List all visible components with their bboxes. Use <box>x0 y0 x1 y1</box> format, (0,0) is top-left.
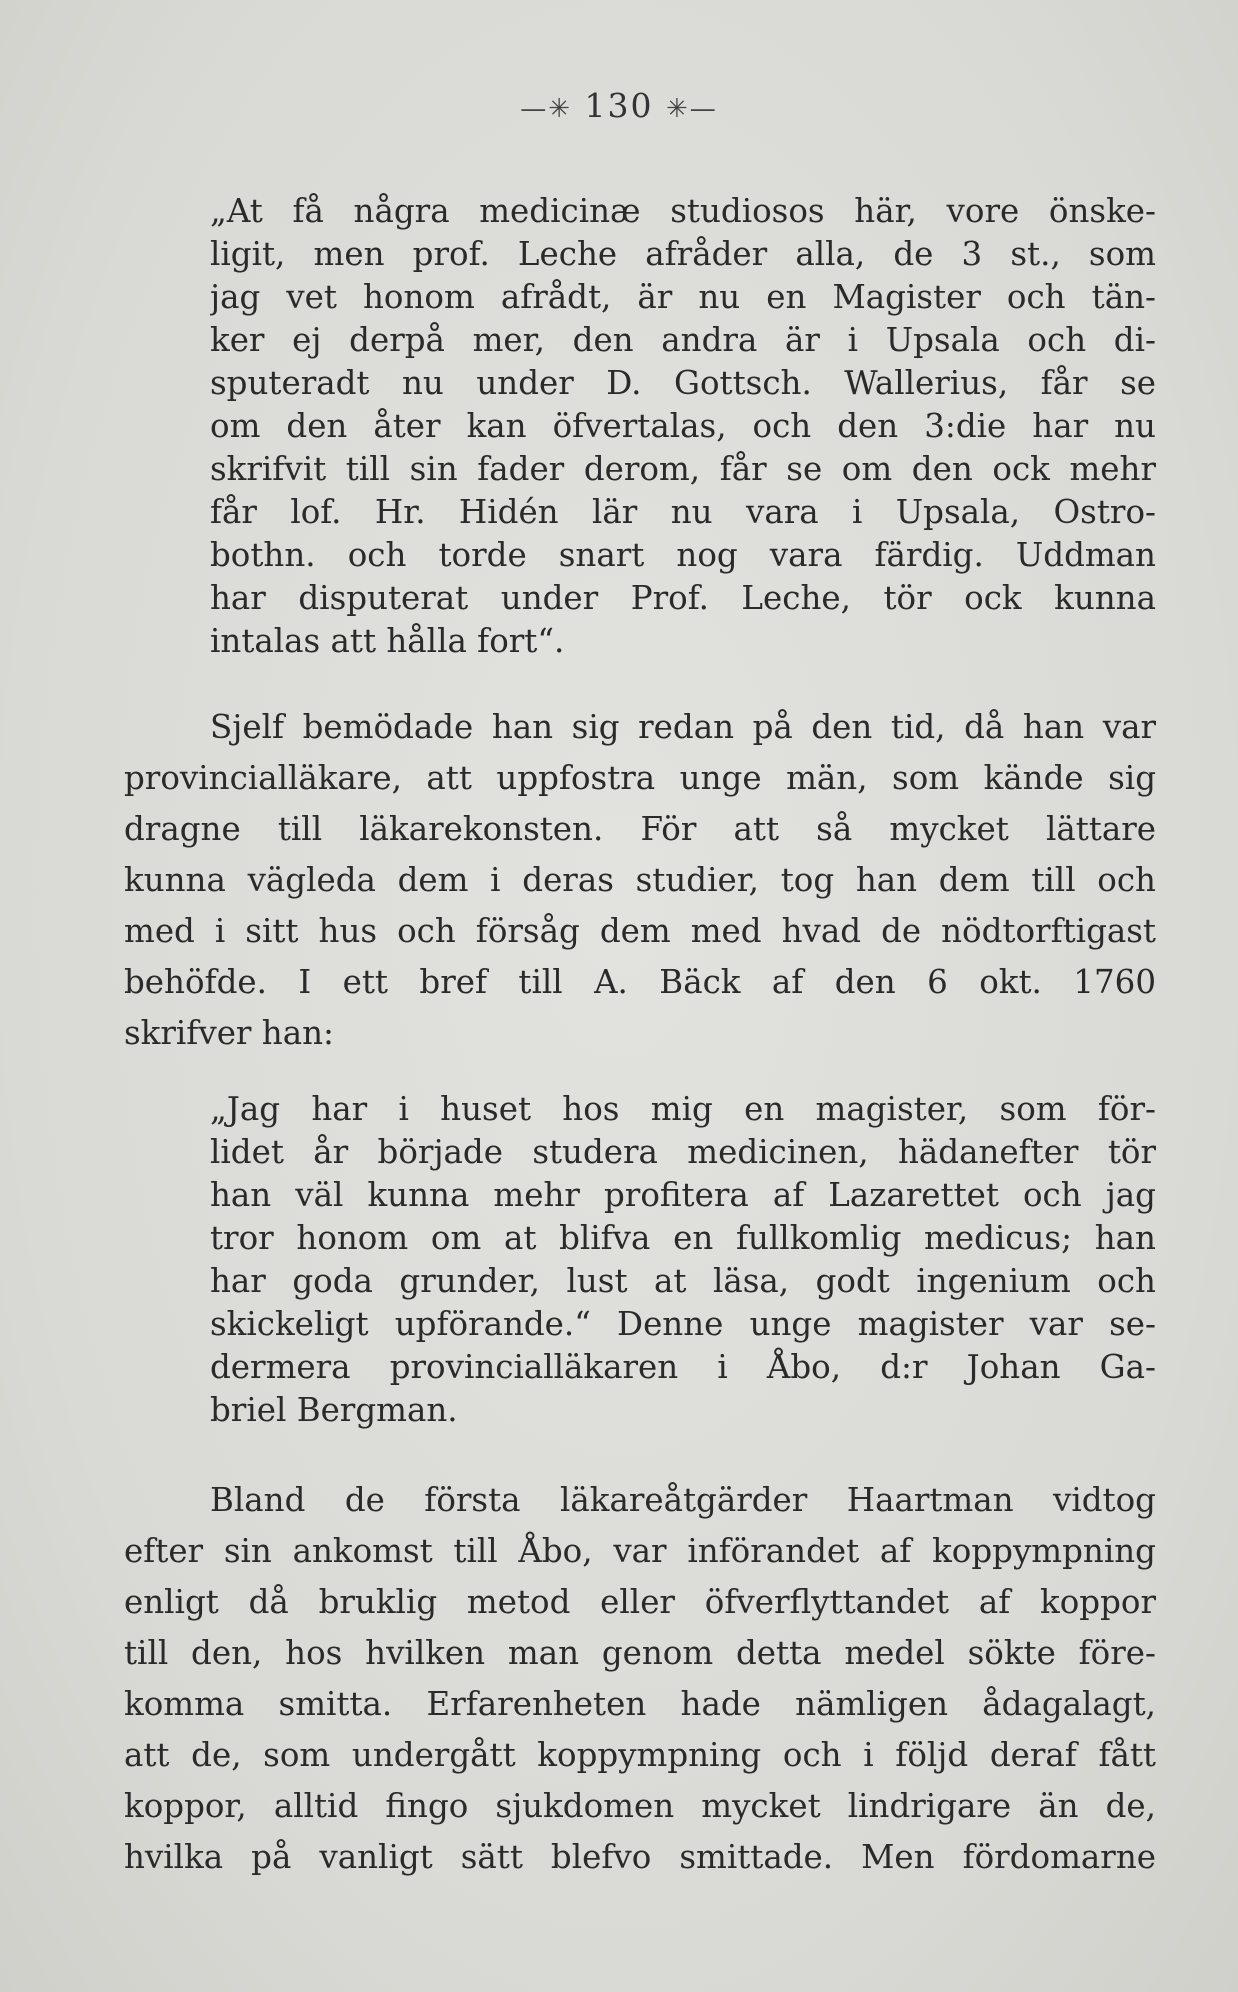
header-ornament-right: ✳— <box>666 94 718 124</box>
text-line: Bland de första läkareåtgärder Haartman vidtog <box>210 1481 1156 1519</box>
text-line: „Jag har i huset hos mig en magister, som för- <box>210 1090 1156 1128</box>
text-line: till den, hos hvilken man genom detta medel sökte före- <box>124 1634 1156 1672</box>
text-line: lidet år började studera medicinen, hädanefter tör <box>210 1133 1156 1171</box>
page-number: 130 <box>584 86 654 125</box>
text-line: enligt då bruklig metod eller öfverflyttandet af koppor <box>124 1583 1156 1621</box>
text-line: briel Bergman. <box>210 1391 458 1429</box>
text-line: efter sin ankomst till Åbo, var införandet af koppympning <box>124 1532 1156 1570</box>
text-line: med i sitt hus och försåg dem med hvad de nödtorftigast <box>124 912 1156 950</box>
text-line: skrifver han: <box>124 1014 334 1052</box>
header-ornament-left: —✳ <box>520 94 572 124</box>
text-line: behöfde. I ett bref till A. Bäck af den 6 okt. 1760 <box>124 963 1156 1001</box>
text-line: koppor, alltid fingo sjukdomen mycket lindrigare än de, <box>124 1787 1156 1825</box>
text-line: Sjelf bemödade han sig redan på den tid, då han var <box>210 708 1156 746</box>
text-line: ligit, men prof. Leche afråder alla, de 3 st., som <box>210 235 1156 273</box>
text-line: ker ej derpå mer, den andra är i Upsala och di- <box>210 321 1156 359</box>
text-line: komma smitta. Erfarenheten hade nämligen ådagalagt, <box>124 1685 1156 1723</box>
text-line: „At få några medicinæ studiosos här, vore önske- <box>210 192 1156 230</box>
page-header <box>0 86 1238 125</box>
text-line: skickeligt upförande.“ Denne unge magister var se- <box>210 1305 1156 1343</box>
text-line: provincialläkare, att uppfostra unge män, som kände sig <box>124 759 1156 797</box>
text-line: sputeradt nu under D. Gottsch. Wallerius, får se <box>210 364 1156 402</box>
text-line: hvilka på vanligt sätt blefvo smittade. Men fördomarne <box>124 1838 1156 1876</box>
text-line: om den åter kan öfvertalas, och den 3:die har nu <box>210 407 1156 445</box>
text-line: får lof. Hr. Hidén lär nu vara i Upsala, Ostro- <box>210 493 1156 531</box>
text-line: har disputerat under Prof. Leche, tör ock kunna <box>210 579 1156 617</box>
text-line: jag vet honom afrådt, är nu en Magister och tän- <box>210 278 1156 316</box>
text-line: dermera provincialläkaren i Åbo, d:r Johan Ga- <box>210 1348 1156 1386</box>
text-line: intalas att hålla fort“. <box>210 622 565 660</box>
text-line: har goda grunder, lust at läsa, godt ingenium och <box>210 1262 1156 1300</box>
text-line: att de, som undergått koppympning och i följd deraf fått <box>124 1736 1156 1774</box>
text-line: dragne till läkarekonsten. För att så mycket lättare <box>124 810 1156 848</box>
text-line: bothn. och torde snart nog vara färdig. Uddman <box>210 536 1156 574</box>
text-line: skrifvit till sin fader derom, får se om den ock mehr <box>210 450 1156 488</box>
text-line: kunna vägleda dem i deras studier, tog han dem till och <box>124 861 1156 899</box>
text-line: han väl kunna mehr profitera af Lazarettet och jag <box>210 1176 1156 1214</box>
text-line: tror honom om at blifva en fullkomlig medicus; han <box>210 1219 1156 1257</box>
